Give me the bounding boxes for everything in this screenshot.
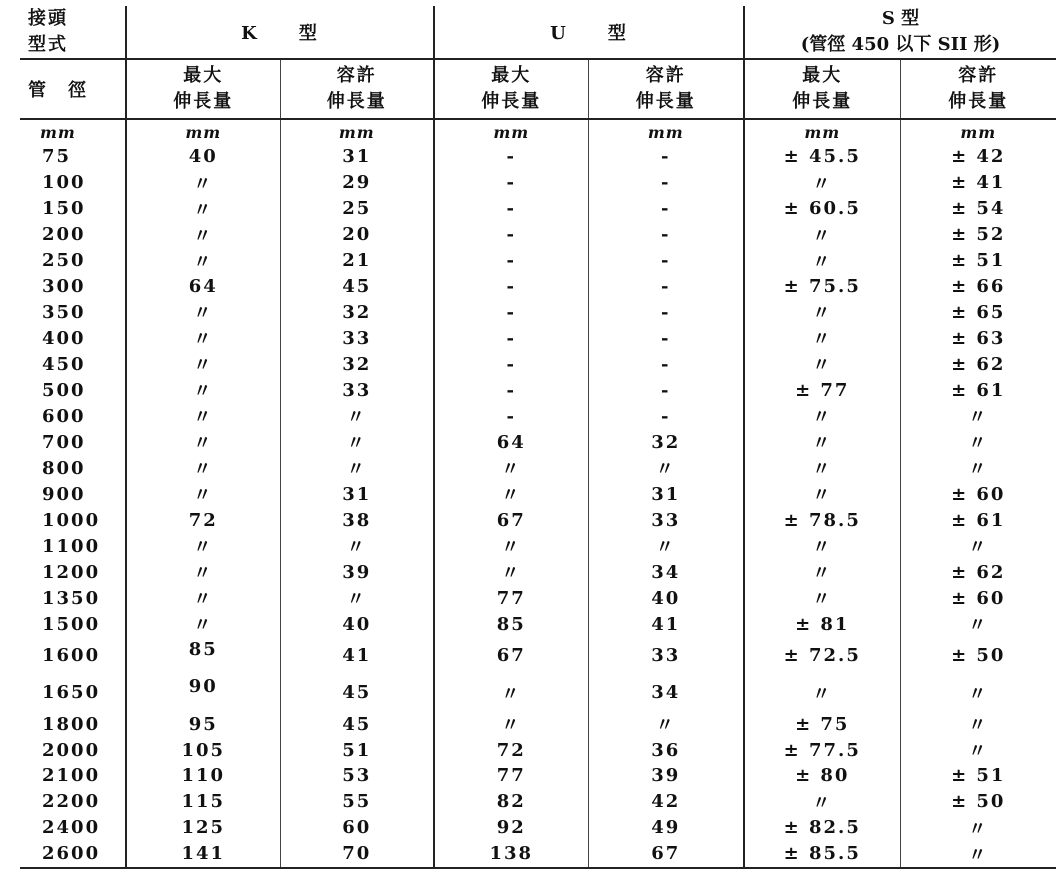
table-row <box>20 533 1056 559</box>
joint-type-corner <box>20 6 126 59</box>
k-max-cell: 〃 <box>126 325 280 351</box>
u-allow-cell: 33 <box>588 637 744 674</box>
s-allow-cell: ± 62 <box>900 351 1056 377</box>
k-max-cell: 125 <box>126 815 280 841</box>
u-allow-cell: 31 <box>588 481 744 507</box>
k-allow-cell: 20 <box>280 222 434 248</box>
s-max-label-1: 最大 <box>802 65 843 86</box>
k-max-cell: 〃 <box>126 429 280 455</box>
table-row <box>20 351 1056 377</box>
u-allow-cell: - <box>588 144 744 170</box>
k-allow-label-1: 容許 <box>336 65 377 86</box>
s-allow-cell: 〃 <box>900 429 1056 455</box>
table-row <box>20 144 1056 170</box>
k-allow-cell: 〃 <box>280 585 434 611</box>
s-max-cell: 〃 <box>744 559 900 585</box>
u-allow-label-1: 容許 <box>645 65 686 86</box>
u-max-cell: 〃 <box>434 559 588 585</box>
pipe-size-cell: 1200 <box>42 561 101 583</box>
u-type-header: U 型 <box>434 6 744 59</box>
s-max-cell: 〃 <box>744 789 900 815</box>
s-allow-cell: ± 51 <box>900 248 1056 274</box>
pipe-size-cell: 800 <box>42 457 86 479</box>
k-allow-cell: 31 <box>280 481 434 507</box>
table-row <box>20 377 1056 403</box>
pipe-size-cell: 250 <box>42 250 86 272</box>
u-allow-cell: - <box>588 299 744 325</box>
s-allow-cell: ± 50 <box>900 637 1056 674</box>
table-row <box>20 403 1056 429</box>
u-allow-cell: - <box>588 222 744 248</box>
table-row <box>20 222 1056 248</box>
k-max-cell: 〃 <box>126 377 280 403</box>
s-max-cell: 〃 <box>744 299 900 325</box>
k-allow-cell: 40 <box>280 611 434 637</box>
table-row <box>20 674 1056 711</box>
k-allow-cell: 33 <box>280 325 434 351</box>
k-allow-cell: 45 <box>280 274 434 300</box>
unit-s-allow: mm <box>900 119 1056 144</box>
s-allow-cell: ± 60 <box>900 481 1056 507</box>
s-max-cell: 〃 <box>744 429 900 455</box>
u-allow-cell: 36 <box>588 737 744 763</box>
u-max-cell: - <box>434 325 588 351</box>
s-allow-cell: ± 60 <box>900 585 1056 611</box>
k-max-cell: 40 <box>126 144 280 170</box>
k-max-cell: 115 <box>126 789 280 815</box>
u-allow-label-2: 伸長量 <box>635 91 696 112</box>
s-allow-cell: 〃 <box>900 611 1056 637</box>
k-allow-cell: 〃 <box>280 455 434 481</box>
pipe-size-cell: 1350 <box>42 587 101 609</box>
u-max-cell: 82 <box>434 789 588 815</box>
k-type-header: K 型 <box>126 6 434 59</box>
table-row <box>20 248 1056 274</box>
u-allow-cell: - <box>588 248 744 274</box>
pipe-size-cell: 350 <box>42 301 86 323</box>
k-max-cell: 85 <box>126 637 280 674</box>
unit-k-allow: mm <box>280 119 434 144</box>
pipe-size-cell: 2000 <box>42 739 101 761</box>
k-allow-cell: 70 <box>280 841 434 868</box>
u-max-cell: - <box>434 274 588 300</box>
k-max-cell: 110 <box>126 763 280 789</box>
k-allow-cell: 29 <box>280 170 434 196</box>
s-allow-cell: ± 42 <box>900 144 1056 170</box>
u-max-cell: - <box>434 248 588 274</box>
s-allow-label-1: 容許 <box>958 65 999 86</box>
s-allow-cell: 〃 <box>900 455 1056 481</box>
u-max-cell: 92 <box>434 815 588 841</box>
u-allow-cell: 49 <box>588 815 744 841</box>
k-allow-cell: 38 <box>280 507 434 533</box>
s-allow-cell: 〃 <box>900 711 1056 737</box>
s-max-cell: 〃 <box>744 248 900 274</box>
corner-bottom-label: 型式 <box>28 34 68 55</box>
s-max-cell: 〃 <box>744 455 900 481</box>
pipe-size-cell: 600 <box>42 405 86 427</box>
u-max-cell: 67 <box>434 637 588 674</box>
s-type-header <box>744 6 1056 59</box>
s-max-header <box>744 59 900 119</box>
pipe-size-cell: 900 <box>42 483 86 505</box>
table-body <box>20 144 1056 868</box>
unit-k-max: mm <box>126 119 280 144</box>
s-allow-cell: ± 52 <box>900 222 1056 248</box>
pipe-size-cell: 75 <box>42 146 72 168</box>
u-allow-cell: - <box>588 403 744 429</box>
unit-size: mm <box>40 122 76 142</box>
k-max-cell: 〃 <box>126 351 280 377</box>
table-row <box>20 559 1056 585</box>
u-allow-cell: 32 <box>588 429 744 455</box>
u-allow-header <box>588 59 744 119</box>
s-type-subtitle: (管徑 450 以下 SII 形) <box>800 34 1001 55</box>
unit-u-allow: mm <box>588 119 744 144</box>
pipe-size-cell: 400 <box>42 327 86 349</box>
u-allow-cell: - <box>588 196 744 222</box>
u-max-cell: 67 <box>434 507 588 533</box>
s-allow-cell: 〃 <box>900 533 1056 559</box>
expansion-table <box>20 6 1056 869</box>
s-max-cell: 〃 <box>744 674 900 711</box>
table-row <box>20 789 1056 815</box>
table-row <box>20 815 1056 841</box>
s-max-cell: ± 77.5 <box>744 737 900 763</box>
u-max-header <box>434 59 588 119</box>
s-allow-cell: ± 65 <box>900 299 1056 325</box>
u-allow-cell: 40 <box>588 585 744 611</box>
s-allow-cell: ± 66 <box>900 274 1056 300</box>
u-allow-cell: 34 <box>588 559 744 585</box>
pipe-size-cell: 1500 <box>42 613 101 635</box>
table-row <box>20 841 1056 868</box>
table-row <box>20 711 1056 737</box>
u-max-cell: 〃 <box>434 481 588 507</box>
pipe-size-cell: 2400 <box>42 817 101 839</box>
pipe-size-cell: 200 <box>42 224 86 246</box>
s-allow-cell: ± 62 <box>900 559 1056 585</box>
pipe-size-cell: 2600 <box>20 841 126 868</box>
u-max-cell: - <box>434 144 588 170</box>
k-allow-cell: 31 <box>280 144 434 170</box>
s-allow-cell: ± 54 <box>900 196 1056 222</box>
u-max-cell: 72 <box>434 737 588 763</box>
k-max-label-2: 伸長量 <box>173 91 234 112</box>
table-row <box>20 429 1056 455</box>
s-allow-label-2: 伸長量 <box>948 91 1009 112</box>
s-max-cell: 〃 <box>744 222 900 248</box>
pipe-size-cell: 1800 <box>42 713 101 735</box>
pipe-size-cell: 700 <box>42 431 86 453</box>
s-max-cell: 〃 <box>744 533 900 559</box>
k-allow-cell: 32 <box>280 351 434 377</box>
pipe-size-cell: 1100 <box>42 535 101 557</box>
u-max-cell: - <box>434 377 588 403</box>
k-max-header <box>126 59 280 119</box>
u-allow-cell: - <box>588 377 744 403</box>
u-allow-cell: 34 <box>588 674 744 711</box>
u-max-cell: - <box>434 299 588 325</box>
s-max-cell: ± 60.5 <box>744 196 900 222</box>
k-allow-cell: 51 <box>280 737 434 763</box>
k-max-cell: 90 <box>126 674 280 711</box>
s-max-cell: ± 72.5 <box>744 637 900 674</box>
units-row <box>20 119 1056 144</box>
s-max-cell: ± 81 <box>744 611 900 637</box>
k-allow-cell: 25 <box>280 196 434 222</box>
u-allow-cell: - <box>588 325 744 351</box>
u-max-cell: - <box>434 403 588 429</box>
k-allow-cell: 53 <box>280 763 434 789</box>
u-allow-cell: 41 <box>588 611 744 637</box>
u-allow-cell: 33 <box>588 507 744 533</box>
s-max-cell: ± 45.5 <box>744 144 900 170</box>
u-max-cell: 85 <box>434 611 588 637</box>
u-max-label-2: 伸長量 <box>481 91 542 112</box>
s-allow-cell: ± 61 <box>900 377 1056 403</box>
pipe-size-cell: 450 <box>42 353 86 375</box>
k-max-cell: 〃 <box>126 533 280 559</box>
table-row <box>20 325 1056 351</box>
pipe-size-cell: 100 <box>42 172 86 194</box>
u-max-cell: 〃 <box>434 711 588 737</box>
k-allow-cell: 45 <box>280 711 434 737</box>
s-allow-cell: 〃 <box>900 815 1056 841</box>
pipe-size-cell: 150 <box>42 198 86 220</box>
s-max-cell: ± 78.5 <box>744 507 900 533</box>
s-max-cell: 〃 <box>744 170 900 196</box>
u-max-cell: 138 <box>434 841 588 868</box>
s-allow-cell: ± 51 <box>900 763 1056 789</box>
table-row <box>20 481 1056 507</box>
s-allow-cell: ± 63 <box>900 325 1056 351</box>
k-max-cell: 〃 <box>126 299 280 325</box>
k-max-cell: 〃 <box>126 559 280 585</box>
s-max-cell: 〃 <box>744 325 900 351</box>
u-max-cell: 64 <box>434 429 588 455</box>
pipe-size-cell: 2100 <box>42 765 101 787</box>
s-allow-cell: 〃 <box>900 841 1056 868</box>
k-allow-cell: 32 <box>280 299 434 325</box>
s-allow-cell: 〃 <box>900 737 1056 763</box>
u-allow-cell: 67 <box>588 841 744 868</box>
s-max-cell: ± 75.5 <box>744 274 900 300</box>
table-row <box>20 585 1056 611</box>
u-max-cell: 77 <box>434 763 588 789</box>
s-max-cell: 〃 <box>744 403 900 429</box>
table-row <box>20 507 1056 533</box>
u-allow-cell: - <box>588 170 744 196</box>
k-allow-cell: 41 <box>280 637 434 674</box>
s-allow-header <box>900 59 1056 119</box>
u-allow-cell: 39 <box>588 763 744 789</box>
table-row <box>20 455 1056 481</box>
u-allow-cell: 〃 <box>588 711 744 737</box>
pipe-size-cell: 1600 <box>42 645 101 667</box>
u-allow-cell: - <box>588 351 744 377</box>
s-max-cell: ± 85.5 <box>744 841 900 868</box>
k-max-cell: 〃 <box>126 170 280 196</box>
k-max-cell: 〃 <box>126 585 280 611</box>
table-row <box>20 611 1056 637</box>
pipe-size-cell: 1000 <box>42 509 101 531</box>
pipe-size-cell: 1650 <box>42 682 101 704</box>
k-max-cell: 141 <box>126 841 280 868</box>
u-max-cell: 〃 <box>434 533 588 559</box>
k-allow-cell: 55 <box>280 789 434 815</box>
s-max-cell: ± 75 <box>744 711 900 737</box>
k-allow-cell: 21 <box>280 248 434 274</box>
table-row <box>20 637 1056 674</box>
u-max-cell: - <box>434 351 588 377</box>
k-max-cell: 〃 <box>126 611 280 637</box>
k-max-cell: 〃 <box>126 196 280 222</box>
s-type-title: S 型 <box>881 8 920 29</box>
table-row <box>20 299 1056 325</box>
pipe-size-cell: 500 <box>42 379 86 401</box>
k-allow-cell: 45 <box>280 674 434 711</box>
s-max-cell: ± 82.5 <box>744 815 900 841</box>
s-max-cell: ± 80 <box>744 763 900 789</box>
u-allow-cell: 42 <box>588 789 744 815</box>
s-allow-cell: ± 41 <box>900 170 1056 196</box>
u-max-cell: 〃 <box>434 674 588 711</box>
unit-u-max: mm <box>434 119 588 144</box>
unit-s-max: mm <box>744 119 900 144</box>
k-max-cell: 〃 <box>126 222 280 248</box>
k-max-cell: 〃 <box>126 481 280 507</box>
k-allow-label-2: 伸長量 <box>326 91 387 112</box>
pipe-size-header: 管 徑 <box>20 59 126 119</box>
table-row <box>20 737 1056 763</box>
k-max-label-1: 最大 <box>183 65 224 86</box>
u-max-cell: - <box>434 170 588 196</box>
k-max-cell: 95 <box>126 711 280 737</box>
u-max-cell: 77 <box>434 585 588 611</box>
u-max-cell: - <box>434 196 588 222</box>
header-row-types <box>20 6 1056 59</box>
k-max-cell: 〃 <box>126 455 280 481</box>
k-max-cell: 72 <box>126 507 280 533</box>
k-allow-cell: 60 <box>280 815 434 841</box>
table-row <box>20 763 1056 789</box>
k-max-cell: 〃 <box>126 403 280 429</box>
s-max-cell: 〃 <box>744 585 900 611</box>
k-max-cell: 〃 <box>126 248 280 274</box>
u-allow-cell: 〃 <box>588 533 744 559</box>
u-max-label-1: 最大 <box>491 65 532 86</box>
s-allow-cell: ± 61 <box>900 507 1056 533</box>
k-max-cell: 105 <box>126 737 280 763</box>
pipe-size-cell: 300 <box>42 276 86 298</box>
u-allow-cell: - <box>588 274 744 300</box>
s-allow-cell: 〃 <box>900 674 1056 711</box>
s-max-cell: 〃 <box>744 351 900 377</box>
s-max-cell: 〃 <box>744 481 900 507</box>
table-row <box>20 170 1056 196</box>
table-row <box>20 196 1056 222</box>
table-row <box>20 274 1056 300</box>
k-allow-cell: 39 <box>280 559 434 585</box>
k-allow-cell: 33 <box>280 377 434 403</box>
k-allow-cell: 〃 <box>280 429 434 455</box>
s-allow-cell: ± 50 <box>900 789 1056 815</box>
header-row-columns <box>20 59 1056 119</box>
u-allow-cell: 〃 <box>588 455 744 481</box>
k-allow-cell: 〃 <box>280 533 434 559</box>
u-max-cell: - <box>434 222 588 248</box>
k-allow-cell: 〃 <box>280 403 434 429</box>
u-max-cell: 〃 <box>434 455 588 481</box>
s-max-cell: ± 77 <box>744 377 900 403</box>
s-max-label-2: 伸長量 <box>792 91 853 112</box>
corner-top-label: 接頭 <box>28 8 68 29</box>
s-allow-cell: 〃 <box>900 403 1056 429</box>
k-max-cell: 64 <box>126 274 280 300</box>
k-allow-header <box>280 59 434 119</box>
pipe-size-cell: 2200 <box>42 791 101 813</box>
